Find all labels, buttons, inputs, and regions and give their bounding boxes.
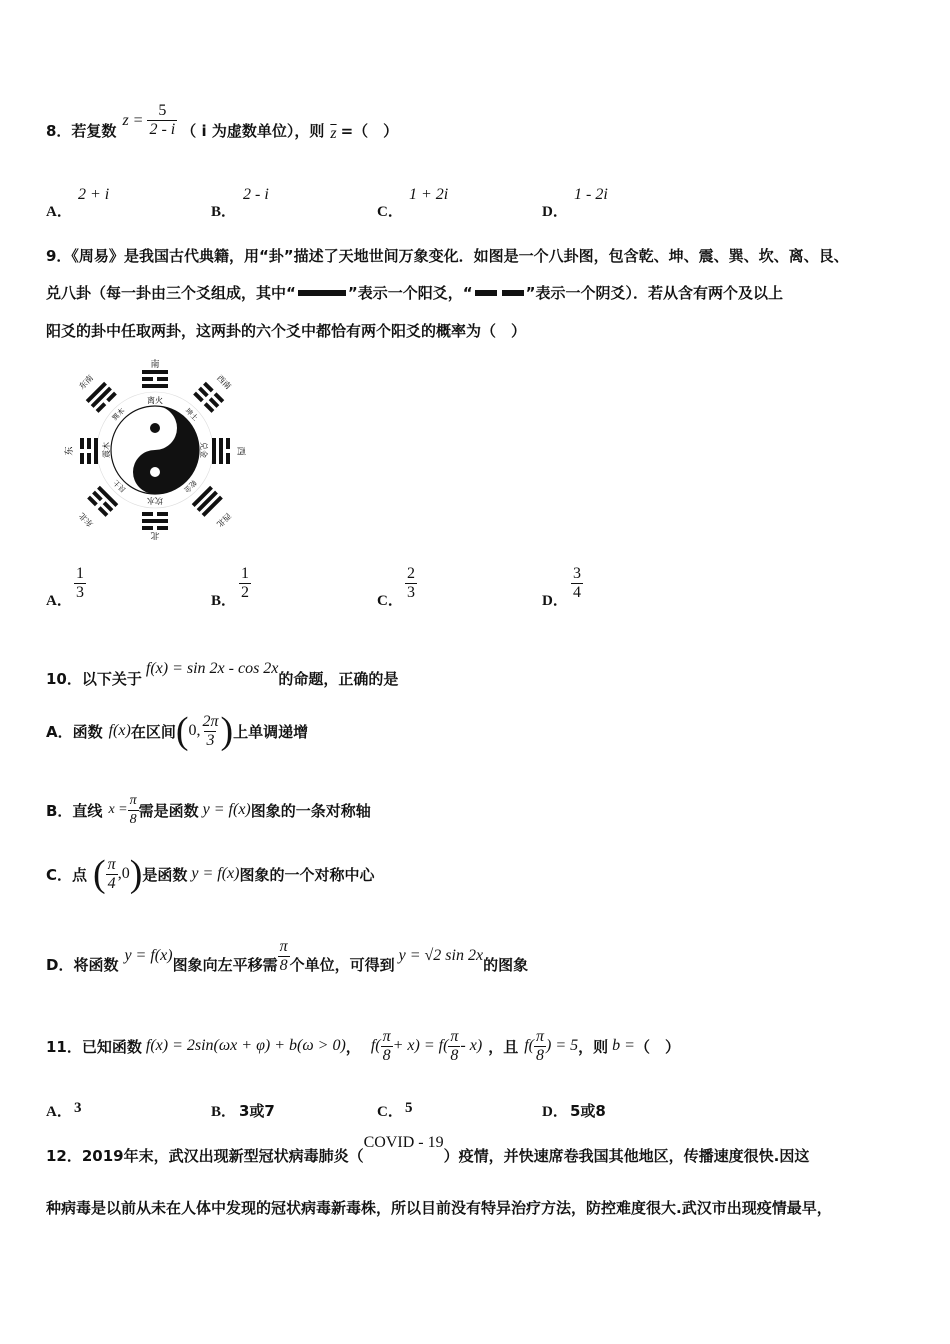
trigram-southeast	[86, 382, 117, 413]
q12-line2: 种病毒是以前从未在人体中发现的冠状病毒新毒株，所以目前没有特异治疗方法，防控难度很大.武汉市出现疫情最早，	[46, 1199, 832, 1217]
q8-zbar: $\overline{z}$	[330, 124, 337, 142]
q10-option-a: A．函数 f(x) 在区间 ( 0, $\frac{2\pi}{3}$ ) 上单调递增	[46, 710, 309, 752]
q9-line3: 阳爻的卦中任取两卦，这两卦的六个爻中都恰有两个阳爻的概率为（ ）	[46, 322, 527, 340]
q8-number: 8．若复数	[46, 122, 117, 140]
q10-stem: 10．以下关于 f(x) = sin 2x - cos 2x 的命题，正确的是	[46, 659, 399, 688]
q8-stem	[46, 102, 399, 149]
trigram-east	[80, 438, 98, 464]
yin-line-symbol	[475, 290, 524, 296]
q12-line1: 12．2019年末，武汉出现新型冠状病毒肺炎（ COVID - 19 ）疫情，并快速席卷我国其他地区，传播速度很快.因这	[46, 1134, 810, 1165]
yang-dot	[150, 467, 160, 477]
trigram-southwest	[193, 382, 224, 413]
q10-option-c: C．点 ( $\frac{\pi}{4}$ ,0 ) 是函数 y = f(x) 图象的一个对称中心	[46, 853, 375, 895]
trigram-west	[212, 438, 230, 464]
q9-line2: 兑八卦（每一卦由三个爻组成，其中“ ”表示一个阳爻，“ ”表示一个阴爻）．若从含有两个及以上	[46, 284, 783, 302]
inner-label-sw: 坤土	[183, 406, 200, 423]
q8-formula: z = $\frac{5}{2 - i}$	[122, 102, 176, 138]
q10-option-d: D．将函数 y = f(x) 图象向左平移需 $\frac{\pi}{8}$ 个单位，可得到 y = √2 sin 2x 的图象	[46, 937, 529, 974]
trigram-north	[142, 512, 168, 530]
label-west: 西	[235, 446, 245, 456]
label-southwest: 西南	[214, 373, 233, 392]
inner-label-nw: 乾金	[182, 478, 198, 494]
label-east: 东	[65, 446, 75, 456]
label-north: 北	[150, 530, 160, 540]
inner-label-east: 震木	[102, 442, 111, 458]
inner-label-south: 离火	[147, 396, 163, 405]
trigram-south	[142, 370, 168, 388]
label-southeast: 东南	[77, 373, 96, 392]
inner-label-se: 巽木	[110, 406, 127, 423]
q10-option-b: B．直线 x = $\frac{\pi}{8}$ 需是函数 y = f(x) 图象的一条对称轴	[46, 792, 371, 827]
yang-line-symbol	[298, 290, 346, 296]
inner-label-ne: 艮土	[112, 478, 128, 494]
q9-line1: 9．《周易》是我国古代典籍，用“卦”描述了天地世间万象变化．如图是一个八卦图，包含乾、坤、震、巽、坎、离、艮、	[46, 247, 849, 265]
q11-stem: 11．已知函数 f(x) = 2sin(ωx + φ) + b(ω > 0) ， f( $\frac{\pi}{8}$ + x) = f( $\frac{\pi}{8}$ - x) ，且 f( $\frac{\pi}{8}$ ) = 5 ，则 b = （ ）	[46, 1027, 680, 1064]
inner-label-west: 兑金	[199, 442, 208, 458]
yin-dot	[150, 423, 160, 433]
inner-label-north: 坎水	[147, 496, 163, 505]
label-northeast: 东北	[77, 510, 96, 529]
label-northwest: 西北	[214, 510, 233, 529]
q8-note: （ i 为虚数单位），则	[181, 122, 325, 140]
label-south: 南	[150, 360, 160, 370]
q8-eq: =（ ）	[340, 122, 399, 140]
bagua-diagram	[60, 358, 250, 540]
